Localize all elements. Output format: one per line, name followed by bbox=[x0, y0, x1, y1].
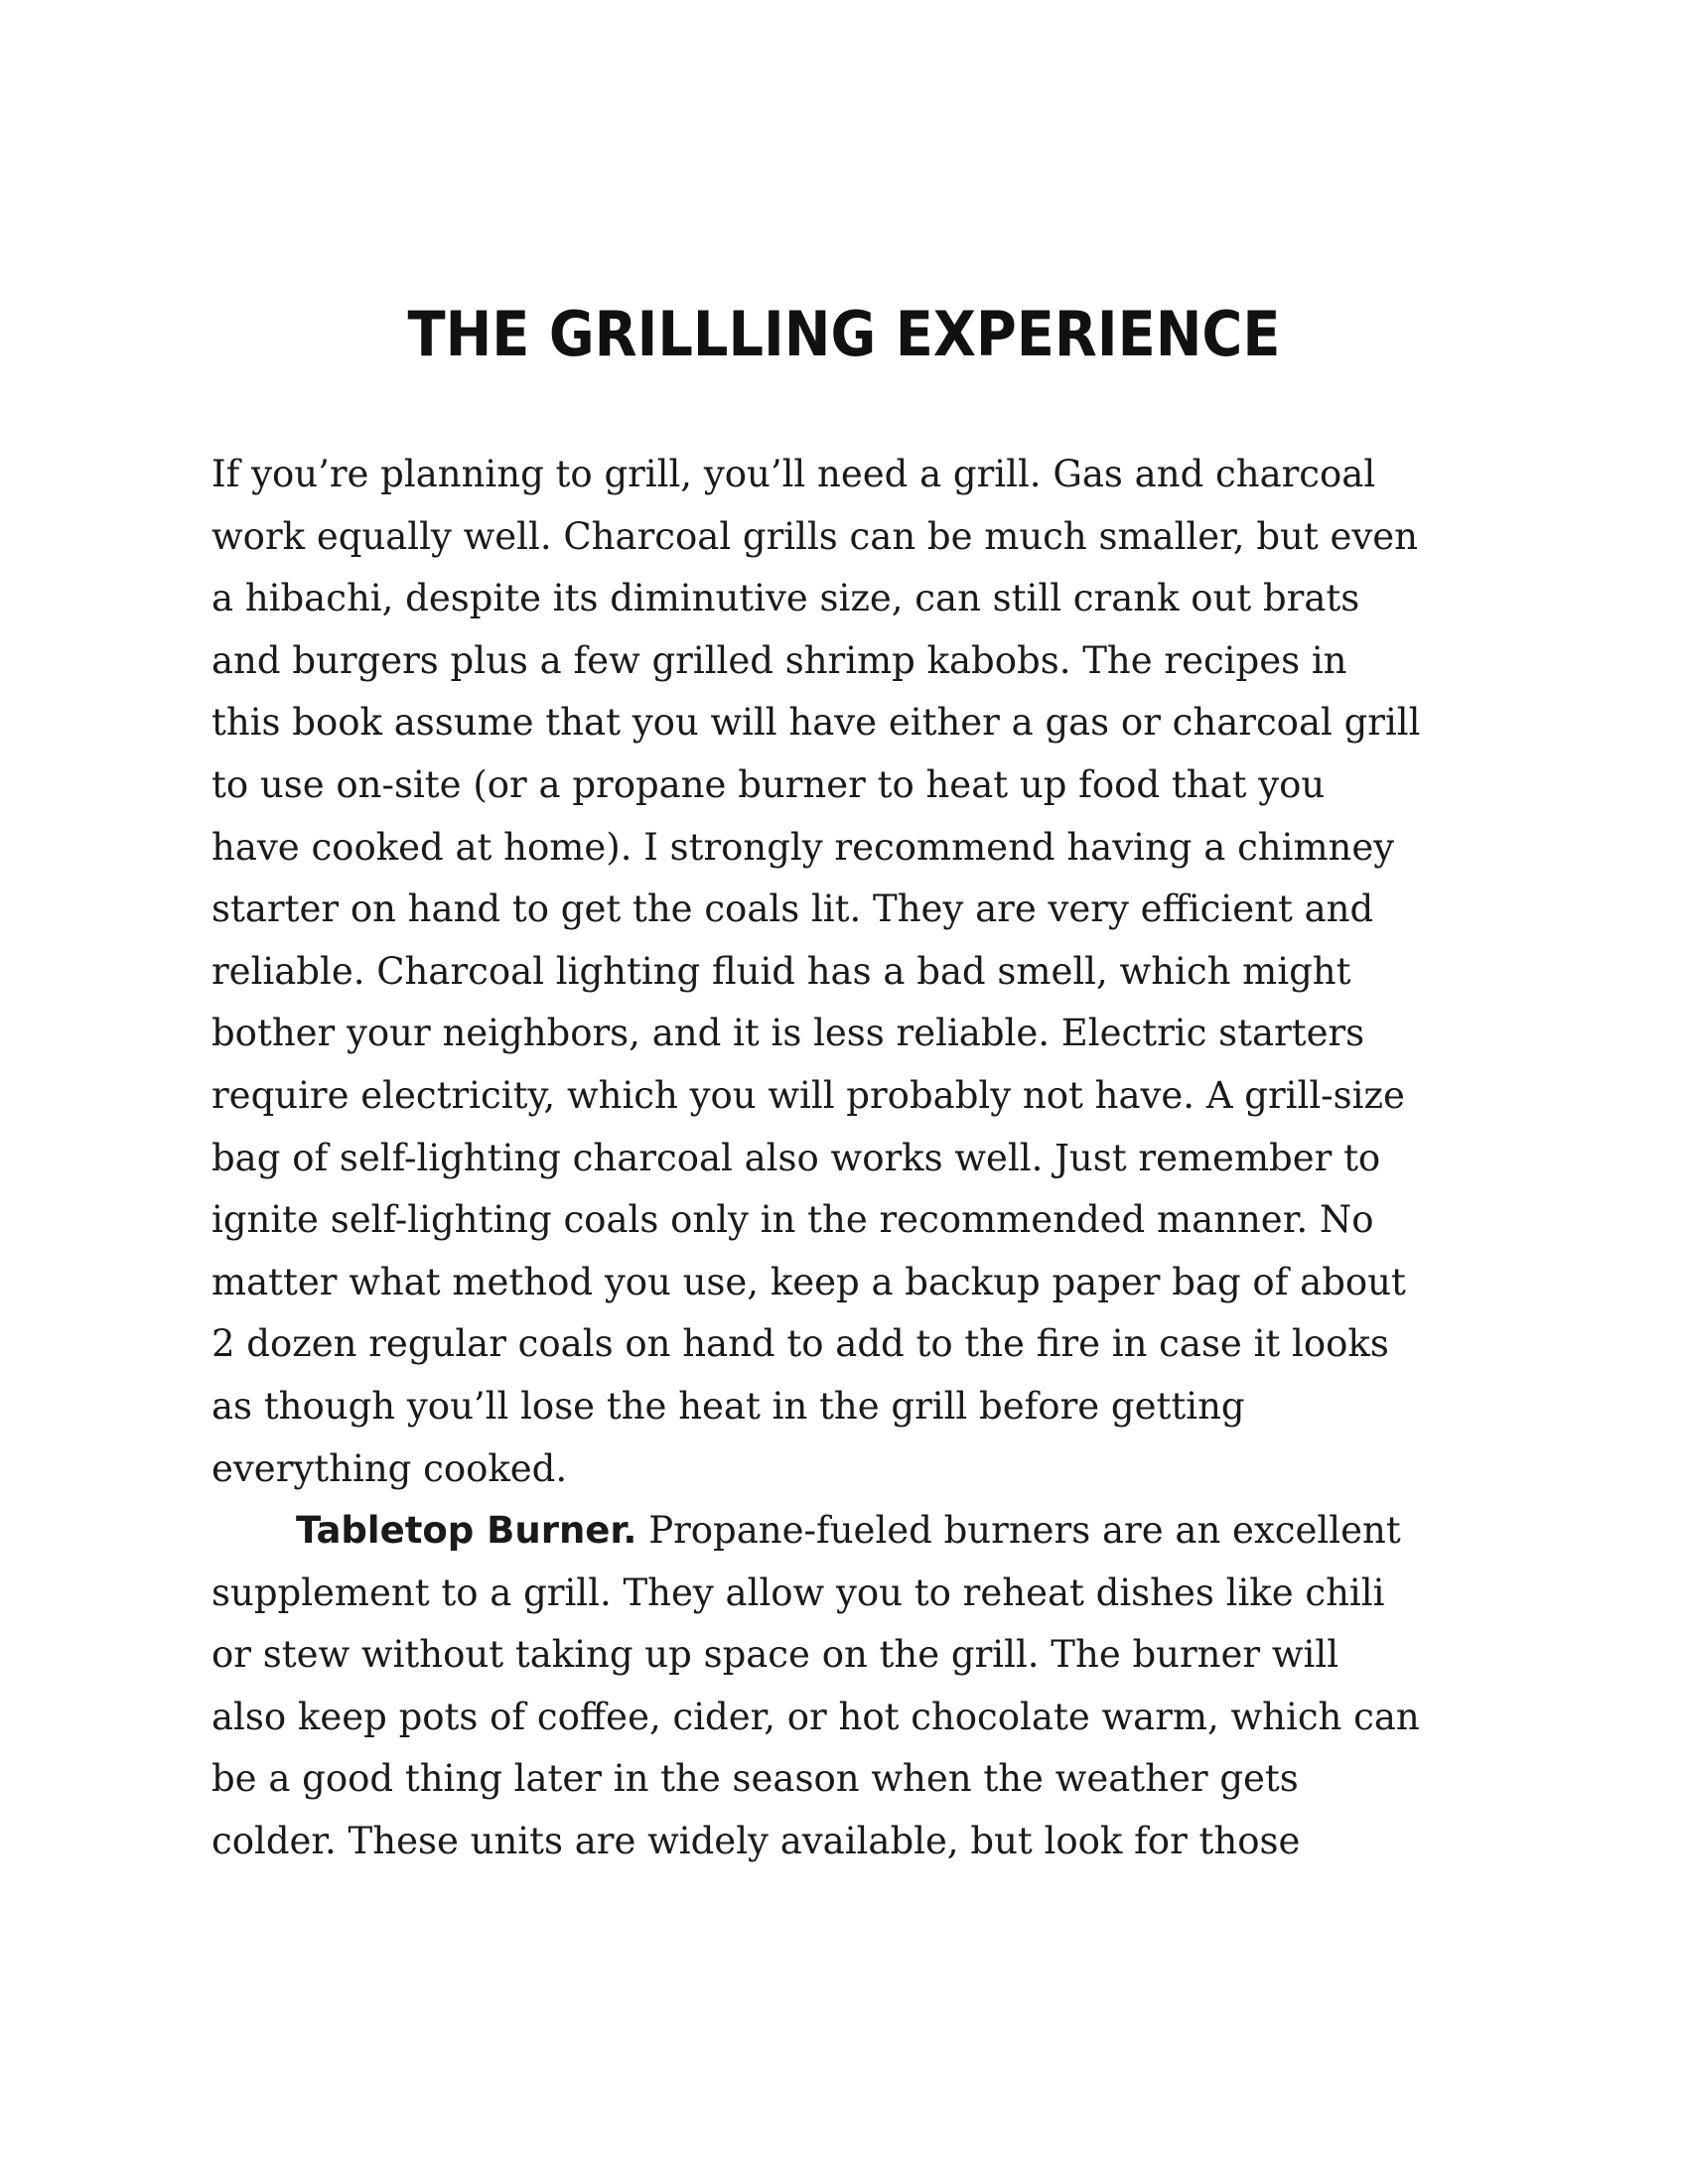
text-line: require electricity, which you will probably not have. A grill-size bbox=[211, 1073, 1405, 1117]
text-line-first bbox=[211, 1500, 1492, 1563]
paragraph-tabletop-burner bbox=[211, 1500, 1492, 1873]
text-line: If you’re planning to grill, you’ll need a grill. Gas and charcoal bbox=[211, 453, 1376, 495]
text-line-rest: Propane-fueled burners are an excellent bbox=[636, 1509, 1401, 1553]
text-line: as though you’ll lose the heat in the grill before getting bbox=[211, 1384, 1245, 1428]
text-line: also keep pots of coffee, cider, or hot chocolate warm, which can bbox=[211, 1695, 1420, 1738]
text-line: to use on-site (or a propane burner to heat up food that you bbox=[211, 762, 1326, 806]
chapter-title: THE GRILLLING EXPERIENCE bbox=[407, 298, 1281, 370]
text-line: reliable. Charcoal lighting fluid has a bad smell, which might bbox=[211, 949, 1351, 993]
run-in-heading: Tabletop Burner. bbox=[296, 1509, 637, 1553]
text-line: everything cooked. bbox=[211, 1446, 568, 1490]
text-line: bother your neighbors, and it is less reliable. Electric starters bbox=[211, 1012, 1365, 1055]
text-line: have cooked at home). I strongly recommend having a chimney bbox=[211, 825, 1395, 869]
body-text bbox=[211, 444, 1492, 1873]
text-line: and burgers plus a few grilled shrimp kabobs. The recipes in bbox=[211, 638, 1347, 682]
text-line: 2 dozen regular coals on hand to add to the fire in case it looks bbox=[211, 1322, 1389, 1366]
text-line: a hibachi, despite its diminutive size, can still crank out brats bbox=[211, 577, 1360, 620]
text-line: supplement to a grill. They allow you to reheat dishes like chili bbox=[211, 1570, 1385, 1614]
text-line: matter what method you use, keep a backup paper bag of about bbox=[211, 1260, 1406, 1303]
text-line: starter on hand to get the coals lit. They are very efficient and bbox=[211, 887, 1374, 931]
text-line: ignite self-lighting coals only in the recommended manner. No bbox=[211, 1198, 1374, 1242]
paragraph-grill-intro bbox=[211, 444, 1492, 1500]
text-line: bag of self-lighting charcoal also works well. Just remember to bbox=[211, 1136, 1381, 1179]
text-line: be a good thing later in the season when the weather gets bbox=[211, 1757, 1299, 1801]
text-line: work equally well. Charcoal grills can be much smaller, but even bbox=[211, 514, 1418, 558]
text-line: or stew without taking up space on the grill. The burner will bbox=[211, 1633, 1339, 1677]
text-line: this book assume that you will have either a gas or charcoal grill bbox=[211, 701, 1421, 745]
text-line: colder. These units are widely available, but look for those bbox=[211, 1820, 1301, 1863]
